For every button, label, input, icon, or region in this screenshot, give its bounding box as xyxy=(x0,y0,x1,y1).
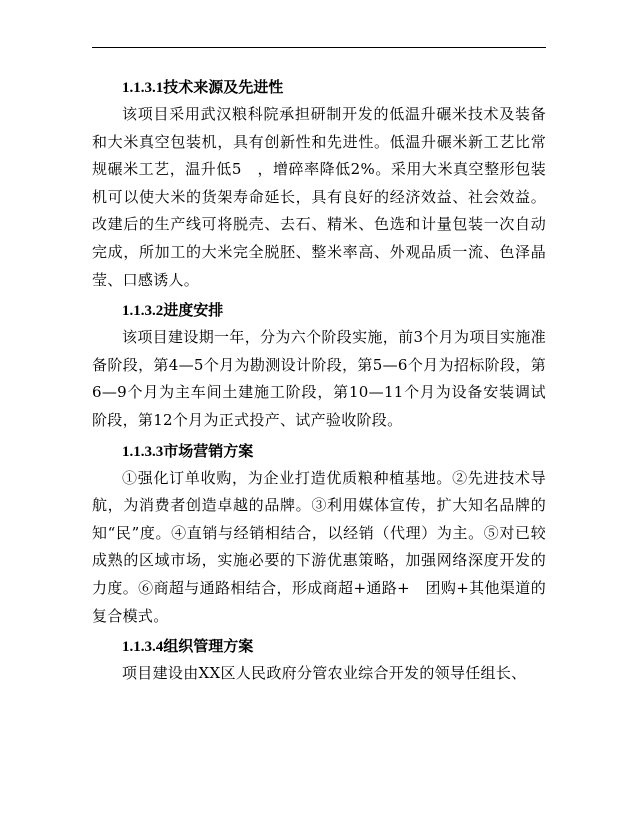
section-heading xyxy=(122,437,546,465)
section-number: 1.1.3.4 xyxy=(122,639,164,656)
header-rule xyxy=(92,47,546,48)
section-number: 1.1.3.1 xyxy=(122,80,164,96)
section-paragraph: 项目建设由XX区人民政府分管农业综合开发的领导任组长、 xyxy=(122,664,527,683)
section-heading xyxy=(122,632,546,660)
section-number: 1.1.3.2 xyxy=(122,303,164,320)
section-heading xyxy=(122,73,546,101)
section-title: 进度安排 xyxy=(163,301,224,320)
section-paragraph: 该项目采用武汉粮科院承担研制开发的低温升碾米技术及装备和大米真空包装机，具有创新性和先进性。低温升碾米新工艺比常规碾米工艺，温升低5 ，增碎率降低2%。采用大米真空整形包装机可以使大米的货架寿命延长，具有良好的经济效益、社会效益。改建后的生产线可将脱壳、去石、精米、色选和计量包装一次自动完成，所加工的大米完全脱胚、整米率高、外观品质一流、色泽晶莹、口感诱人。 xyxy=(92,105,546,289)
document-body xyxy=(92,73,546,688)
section-title: 市场营销方案 xyxy=(163,441,254,460)
section-paragraph: 该项目建设期一年，分为六个阶段实施，前3个月为项目实施准备阶段，第4—5个月为勘测设计阶段，第5—6个月为招标阶段，第6—9个月为主车间土建施工阶段，第10—11个月为设备安装调试阶段，第12个月为正式投产、试产验收阶段。 xyxy=(92,328,546,429)
section-title: 组织管理方案 xyxy=(163,637,254,656)
section-paragraph: ①强化订单收购，为企业打造优质粮种植基地。②先进技术导航，为消费者创造卓越的品牌。③利用媒体宣传，扩大知名品牌的知“民”度。④直销与经销相结合，以经销（代理）为主。⑤对已较成熟的区域市场，实施必要的下游优惠策略，加强网络深度开发的力度。⑥商超与通路相结合，形成商超+通路+ 团购+其他渠道的复合模式。 xyxy=(92,468,546,625)
section-number: 1.1.3.3 xyxy=(122,443,164,460)
section-title: 技术来源及先进性 xyxy=(163,78,284,96)
section-heading xyxy=(122,296,546,324)
